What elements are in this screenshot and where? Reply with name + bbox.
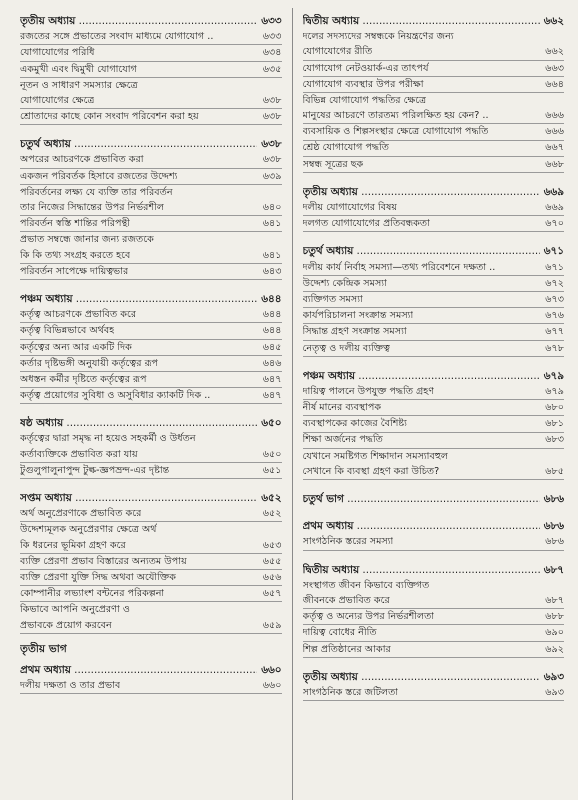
toc-entry <box>303 433 565 449</box>
entry-title: পঞ্চম অধ্যায় ..... <box>303 369 540 384</box>
entry-title: একমুখী এবং দ্বিমুখী যোগাযোগ <box>20 63 137 75</box>
page-number: ৬৩৪ <box>262 47 282 59</box>
toc-entry <box>20 538 282 554</box>
entry-title: যোগাযোগ নেটওয়ার্ক-এর তাৎপর্য <box>302 62 429 74</box>
page-number: ৬৮৬ <box>545 536 564 548</box>
entry-title: টুগুলুপালুনাপুন্দ টুল্ক-জ্ঞপভ্রন্দ-এর দৃষ্টান্ত <box>20 464 170 476</box>
toc-entry <box>20 678 282 694</box>
toc-entry <box>20 216 282 232</box>
page-number: ৬৭৬ <box>545 310 564 322</box>
toc-entry <box>20 586 282 602</box>
page-number: ৬৫৬ <box>262 571 282 583</box>
entry-title: কর্তৃত্ব ও অন্যের উপর নির্ভরশীলতা <box>302 611 435 623</box>
entry-title: পঞ্চম অধ্যায় ..... <box>20 292 257 307</box>
chapter-heading <box>20 137 282 152</box>
page-number: ৬৩৩ <box>262 31 282 43</box>
page-number: ৬৪০ <box>262 202 282 214</box>
chapter-heading <box>303 185 565 200</box>
page-number: ৬৬৯ <box>545 202 564 214</box>
entry-title: শিল্প প্রতিষ্ঠানের আকার <box>302 643 391 655</box>
page-number: ৬৩৮ <box>262 154 282 166</box>
toc-entry <box>20 109 282 125</box>
toc-entry <box>303 308 565 324</box>
chapter-heading <box>20 491 282 506</box>
toc-entry <box>303 77 565 93</box>
page-number: ৬৭১ <box>543 245 564 258</box>
toc-entry <box>303 216 565 232</box>
entry-title: সিদ্ধান্ত গ্রহণ সংক্রান্ত সমস্যা <box>302 326 407 338</box>
chapter-heading <box>303 14 565 29</box>
toc-entry <box>303 625 565 641</box>
entry-title: তৃতীয় অধ্যায় ..... <box>303 670 540 685</box>
entry-title: প্রভাত সম্বন্ধে জানার জন্য রজতকে <box>20 234 154 246</box>
section-gap <box>20 125 282 131</box>
toc-entry <box>20 248 282 264</box>
entry-title: দ্বিতীয় অধ্যায় ..... <box>303 14 540 29</box>
entry-title: তৃতীয় ভাগ <box>20 642 67 655</box>
toc-entry <box>303 400 565 416</box>
page-number: ৬৯০ <box>545 627 564 639</box>
chapter-heading <box>20 14 282 29</box>
entry-title: দ্বিতীয় অধ্যায় ..... <box>303 563 540 578</box>
page-number: ৬৫০ <box>262 448 282 460</box>
toc-entry <box>20 372 282 388</box>
entry-title: কর্তৃত্ব প্রয়োগের সুবিধা ও অসুবিধার ক্যাকটি দিক .. <box>20 390 211 402</box>
page-number: ৬৪১ <box>262 249 282 261</box>
toc-entry <box>20 307 282 323</box>
toc-entry <box>303 44 565 60</box>
entry-title: প্রথম অধ্যায় ..... <box>303 519 540 534</box>
entry-title: দলীয় কার্য নির্বাহ সমস্যা—তথ্য পরিবেশনে দক্ষতা .. <box>302 261 496 273</box>
entry-title: চতুর্থ ভাগ ..... <box>303 492 540 507</box>
page-number: ৬৪৭ <box>262 373 282 385</box>
page-number: ৬৫২ <box>262 508 282 520</box>
page-number: ৬৬৭ <box>545 142 564 154</box>
chapter-heading <box>20 663 282 678</box>
entry-title: শ্রেষ্ঠ যোগাযোগ পদ্ধতি <box>302 142 389 154</box>
toc-entry <box>303 464 565 480</box>
toc-entry <box>303 609 565 625</box>
toc-entry <box>20 447 282 463</box>
page-number: ৬৭৯ <box>545 385 564 397</box>
toc-entry <box>303 141 565 157</box>
toc-entry-continued <box>20 185 282 200</box>
toc-entry <box>303 324 565 340</box>
page-number: ৬৮৮ <box>545 611 564 623</box>
entry-title: নূতন ও সাধারণ সমস্যার ক্ষেত্রে <box>20 79 138 91</box>
section-gap <box>303 658 565 664</box>
page-number: ৬৪৪ <box>262 309 282 321</box>
chapter-heading <box>303 244 565 259</box>
entry-title: দলগত যোগাযোগের প্রতিবন্ধকতা <box>302 218 430 230</box>
page-number: ৬৪৪ <box>261 292 282 305</box>
entry-title: জীবনকে প্রভাবিত করে <box>302 594 390 606</box>
page-number: ৬৮৭ <box>543 563 564 576</box>
page-number: ৬৬০ <box>262 680 282 692</box>
entry-title: অধস্তন কর্মীর দৃষ্টিতে কর্তৃত্বের রূপ <box>20 373 147 385</box>
entry-title: দায়িত্ব পালনে উপযুক্ত পদ্ধতি গ্রহণ <box>302 385 435 397</box>
chapter-heading <box>20 292 282 307</box>
page-number: ৬৮০ <box>545 402 564 414</box>
toc-entry <box>20 323 282 339</box>
page-number: ৬৩৩ <box>261 14 282 27</box>
page-number: ৬৯২ <box>545 643 564 655</box>
page-number: ৬৪৩ <box>262 265 282 277</box>
section-gap <box>303 173 565 179</box>
entry-title: কোম্পানীর লভ্যাংশ বন্টনের পরিকল্পনা <box>20 588 165 600</box>
section-gap <box>20 404 282 410</box>
toc-entry-continued <box>303 578 565 593</box>
entry-title: প্রভাবকে প্রয়োগ করবেন <box>20 619 112 631</box>
entry-title: বিভিন্ন যোগাযোগ পদ্ধতির ক্ষেত্রে <box>302 94 427 106</box>
page-number: ৬৩৮ <box>262 94 282 106</box>
toc-entry <box>303 416 565 432</box>
entry-title: উদ্দেশ্যমূলক অনুপ্রেরণার ক্ষেত্রে অর্থ <box>20 524 157 536</box>
page-number: ৬৭৯ <box>543 369 564 382</box>
page-number: ৬৩৯ <box>262 170 282 182</box>
chapter-heading <box>303 492 565 507</box>
toc-entry <box>303 685 565 701</box>
toc-entry <box>303 642 565 658</box>
page-number: ৬৬৬ <box>545 126 564 138</box>
page-number: ৬৯৩ <box>543 670 564 683</box>
contents-column-right <box>293 8 571 800</box>
entry-title: অর্থ অনুপ্রেরণাকে প্রভাবিত করে <box>20 508 142 520</box>
toc-entry <box>20 153 282 169</box>
entry-title: কার্যপরিচালনা সংক্রান্ত সমস্যা <box>302 310 414 322</box>
entry-title: ব্যবসায়িক ও শিল্পসংস্থার ক্ষেত্রে যোগাযোগ পদ্ধতি <box>302 126 489 138</box>
entry-title: কর্তৃত্বের অন্য আর একটি দিক <box>20 341 132 353</box>
toc-entry <box>20 200 282 216</box>
section-gap <box>20 479 282 485</box>
page-number: ৬৭৮ <box>545 342 564 354</box>
toc-entry-continued <box>303 449 565 464</box>
page-number: ৬৩৫ <box>262 63 282 75</box>
entry-title: সেখানে কি ব্যবস্থা গ্রহণ করা উচিত? <box>302 465 440 477</box>
page-number: ৬৫৭ <box>262 588 282 600</box>
toc-entry-continued <box>303 29 565 44</box>
page-number: ৬৪৭ <box>262 390 282 402</box>
page-number: ৬৪৫ <box>262 341 282 353</box>
page-number: ৬৫৯ <box>262 619 282 631</box>
toc-entry <box>303 276 565 292</box>
toc-entry <box>20 29 282 45</box>
chapter-heading <box>20 416 282 431</box>
chapter-heading <box>303 670 565 685</box>
page-number: ৬৫০ <box>261 417 282 430</box>
toc-entry <box>303 108 565 124</box>
entry-title: কর্তৃত্ব আচরণকে প্রভাবিত করে <box>20 309 137 321</box>
toc-entry-continued <box>20 432 282 447</box>
toc-entry <box>20 618 282 634</box>
entry-title: ব্যবস্থাপকের কাজের বৈশিষ্ট্য <box>302 418 407 430</box>
entry-title: পরিবর্তন স্বস্তি শান্তির পরিপন্থী <box>20 218 130 230</box>
toc-entry <box>303 593 565 609</box>
entry-title: দায়িত্ব বোধের নীতি <box>302 627 377 639</box>
page-number: ৬৫৫ <box>262 555 282 567</box>
page-number: ৬৮১ <box>545 418 564 430</box>
page-number: ৬৮৬ <box>543 493 564 506</box>
toc-entry <box>20 93 282 109</box>
entry-title: সাংগঠনিক স্তরে জটিলতা <box>302 686 399 698</box>
toc-entry-continued <box>20 232 282 247</box>
entry-title: অপরের আচরণকে প্রভাবিত করা <box>20 154 144 166</box>
page-number: ৬৬৮ <box>545 158 564 170</box>
section-gap <box>303 357 565 363</box>
entry-title: সম্বন্ধ সূত্রের ছক <box>302 158 364 170</box>
entry-title: শ্রোতাদের কাছে কোন সংবাদ পরিবেশন করা হয় <box>20 111 199 123</box>
entry-title: পরিবর্তন সাপেক্ষে দায়িত্বভার <box>20 265 129 277</box>
entry-title: কর্তার দৃষ্টিভঙ্গী অনুযায়ী কর্তৃত্বের রূপ <box>20 357 159 369</box>
entry-title: পরিবর্তনের লক্ষ্য যে ব্যক্তি তার পরিবর্তন <box>20 186 173 198</box>
entry-title: কর্তৃত্বের দ্বারা সমৃদ্ধ না হয়েও সহকর্মী ও উর্ধতন <box>20 433 196 445</box>
page-number: ৬৬৩ <box>545 62 564 74</box>
toc-entry <box>20 340 282 356</box>
page-number: ৬৩৮ <box>262 111 282 123</box>
entry-title: কর্তাব্যক্তিকে প্রভাবিত করা যায় <box>20 448 138 460</box>
section-gap <box>20 280 282 286</box>
entry-title: দলের সদস্যদের সম্বন্ধকে নিয়ন্ত্রণের জন্য <box>302 31 454 43</box>
entry-title: দলীয় যোগাযোগের বিষয় <box>302 202 398 214</box>
toc-entry <box>303 341 565 357</box>
section-gap <box>303 480 565 486</box>
entry-title: মানুষের আচরণে তারতম্য পরিলক্ষিত হয় কেন? .. <box>302 110 489 122</box>
page-number: ৬৭০ <box>545 218 564 230</box>
toc-entry-continued <box>20 602 282 617</box>
chapter-heading <box>303 563 565 578</box>
entry-title: নীর্ষ মানের ব্যবস্থাপক <box>302 402 382 414</box>
toc-entry <box>303 157 565 173</box>
page-number: ৬৮৭ <box>545 594 564 606</box>
entry-title: তৃতীয় অধ্যায় ..... <box>303 185 540 200</box>
entry-title: সংস্থাগত জীবন কিভাবে ব্যক্তিগত <box>302 579 430 591</box>
entry-title: উদ্দেশ্য কেন্দ্রিক সমস্যা <box>302 277 387 289</box>
page-number: ৬৬৪ <box>545 78 564 90</box>
entry-title: নেতৃত্ব ও দলীয় ব্যক্তিত্ব <box>302 342 390 354</box>
entry-title: রজতের সঙ্গে প্রভাতের সংবাদ মাধ্যমে যোগাযোগ .. <box>20 31 214 43</box>
toc-entry <box>20 388 282 404</box>
page-number: ৬৭৩ <box>545 293 564 305</box>
chapter-heading <box>303 369 565 384</box>
entry-title: কি কি তথ্য সংগ্রহ করতে হবে <box>20 249 131 261</box>
entry-title: একজন পরিবর্তক হিসাবে রজতের উদ্দেশ্য <box>20 170 178 182</box>
page-number: ৬৮৫ <box>545 465 564 477</box>
entry-title: তার নিজের সিদ্ধান্তের উপর নির্ভরশীল <box>20 202 165 214</box>
entry-title: ব্যক্তি প্রেরণা যুক্তি সিদ্ধ অথবা অযৌক্তিক <box>20 571 176 583</box>
entry-title: শিক্ষা অর্জনের পদ্ধতি <box>302 434 383 446</box>
toc-entry <box>20 570 282 586</box>
entry-title: ব্যক্তিগত সমস্যা <box>302 293 363 305</box>
page-number: ৬৬২ <box>545 46 564 58</box>
page-number: ৬৭১ <box>545 261 564 273</box>
section-gap <box>303 232 565 238</box>
entry-title: দলীয় দক্ষতা ও তার প্রভাব <box>20 680 121 692</box>
page-number: ৬৫২ <box>261 492 282 505</box>
entry-title: প্রথম অধ্যায় ..... <box>20 663 257 678</box>
entry-title: যোগাযোগের ক্ষেত্রে <box>20 94 95 106</box>
toc-entry <box>20 264 282 280</box>
entry-title: চতুর্থ অধ্যায় ..... <box>20 137 257 152</box>
toc-entry <box>303 260 565 276</box>
page-number: ৬৬৬ <box>545 110 564 122</box>
toc-entry <box>303 124 565 140</box>
entry-title: যোগাযোগের রীতি <box>302 46 373 58</box>
entry-title: সাংগঠনিক স্তরের সমস্যা <box>302 536 394 548</box>
entry-title: কি ধরনের ভূমিকা গ্রহণ করে <box>20 539 126 551</box>
section-gap <box>303 551 565 557</box>
entry-title: চতুর্থ অধ্যায় ..... <box>303 244 540 259</box>
toc-entry-continued <box>20 78 282 93</box>
toc-entry <box>303 534 565 550</box>
entry-title: কিভাবে আপনি অনুপ্রেরণা ও <box>20 604 130 616</box>
toc-entry <box>20 463 282 479</box>
page-number: ৬৪৬ <box>262 357 282 369</box>
entry-title: ব্যক্তি প্রেরণা প্রভাব বিস্তারের অন্যতম উপায় <box>20 555 187 567</box>
page-number: ৬৪১ <box>262 218 282 230</box>
entry-title: যেখানে সমষ্টিগত শিক্ষাদান সমস্যাবহুল <box>302 450 449 462</box>
page-number: ৬৭২ <box>545 277 564 289</box>
toc-entry-continued <box>20 522 282 537</box>
entry-title: ষষ্ঠ অধ্যায় ..... <box>20 416 257 431</box>
toc-entry <box>20 169 282 185</box>
entry-title: তৃতীয় অধ্যায় ..... <box>20 14 257 29</box>
toc-entry <box>20 506 282 522</box>
page-number: ৬৬৯ <box>543 185 564 198</box>
page-number: ৬৮৩ <box>545 434 564 446</box>
toc-entry <box>20 45 282 61</box>
toc-entry-continued <box>303 93 565 108</box>
chapter-heading <box>303 519 565 534</box>
entry-title: যোগাযোগ ব্যবস্থার উপর পরীক্ষা <box>302 78 424 90</box>
toc-entry <box>20 62 282 78</box>
page-number: ৬৬২ <box>543 14 564 27</box>
contents-column-left <box>14 8 293 800</box>
page-number: ৬৬০ <box>261 663 282 676</box>
toc-entry <box>20 554 282 570</box>
part-heading <box>20 642 282 657</box>
entry-title: সপ্তম অধ্যায় ..... <box>20 491 257 506</box>
toc-entry <box>20 356 282 372</box>
page-number: ৬৭৭ <box>545 326 564 338</box>
toc-entry <box>303 200 565 216</box>
page-number: ৬৫৩ <box>262 539 282 551</box>
page-number: ৬৪৪ <box>262 325 282 337</box>
toc-entry <box>303 61 565 77</box>
entry-title: যোগাযোগের পরিধি <box>20 47 95 59</box>
page-number: ৬৯৩ <box>545 686 564 698</box>
toc-entry <box>303 292 565 308</box>
page-number: ৬৮৬ <box>543 520 564 533</box>
page-number: ৬৫১ <box>262 464 282 476</box>
toc-entry <box>303 384 565 400</box>
entry-title: কর্তৃত্ব বিভিন্নভাবে অর্থবহ <box>20 325 115 337</box>
section-gap <box>303 507 565 513</box>
page-number: ৬৩৮ <box>261 138 282 151</box>
